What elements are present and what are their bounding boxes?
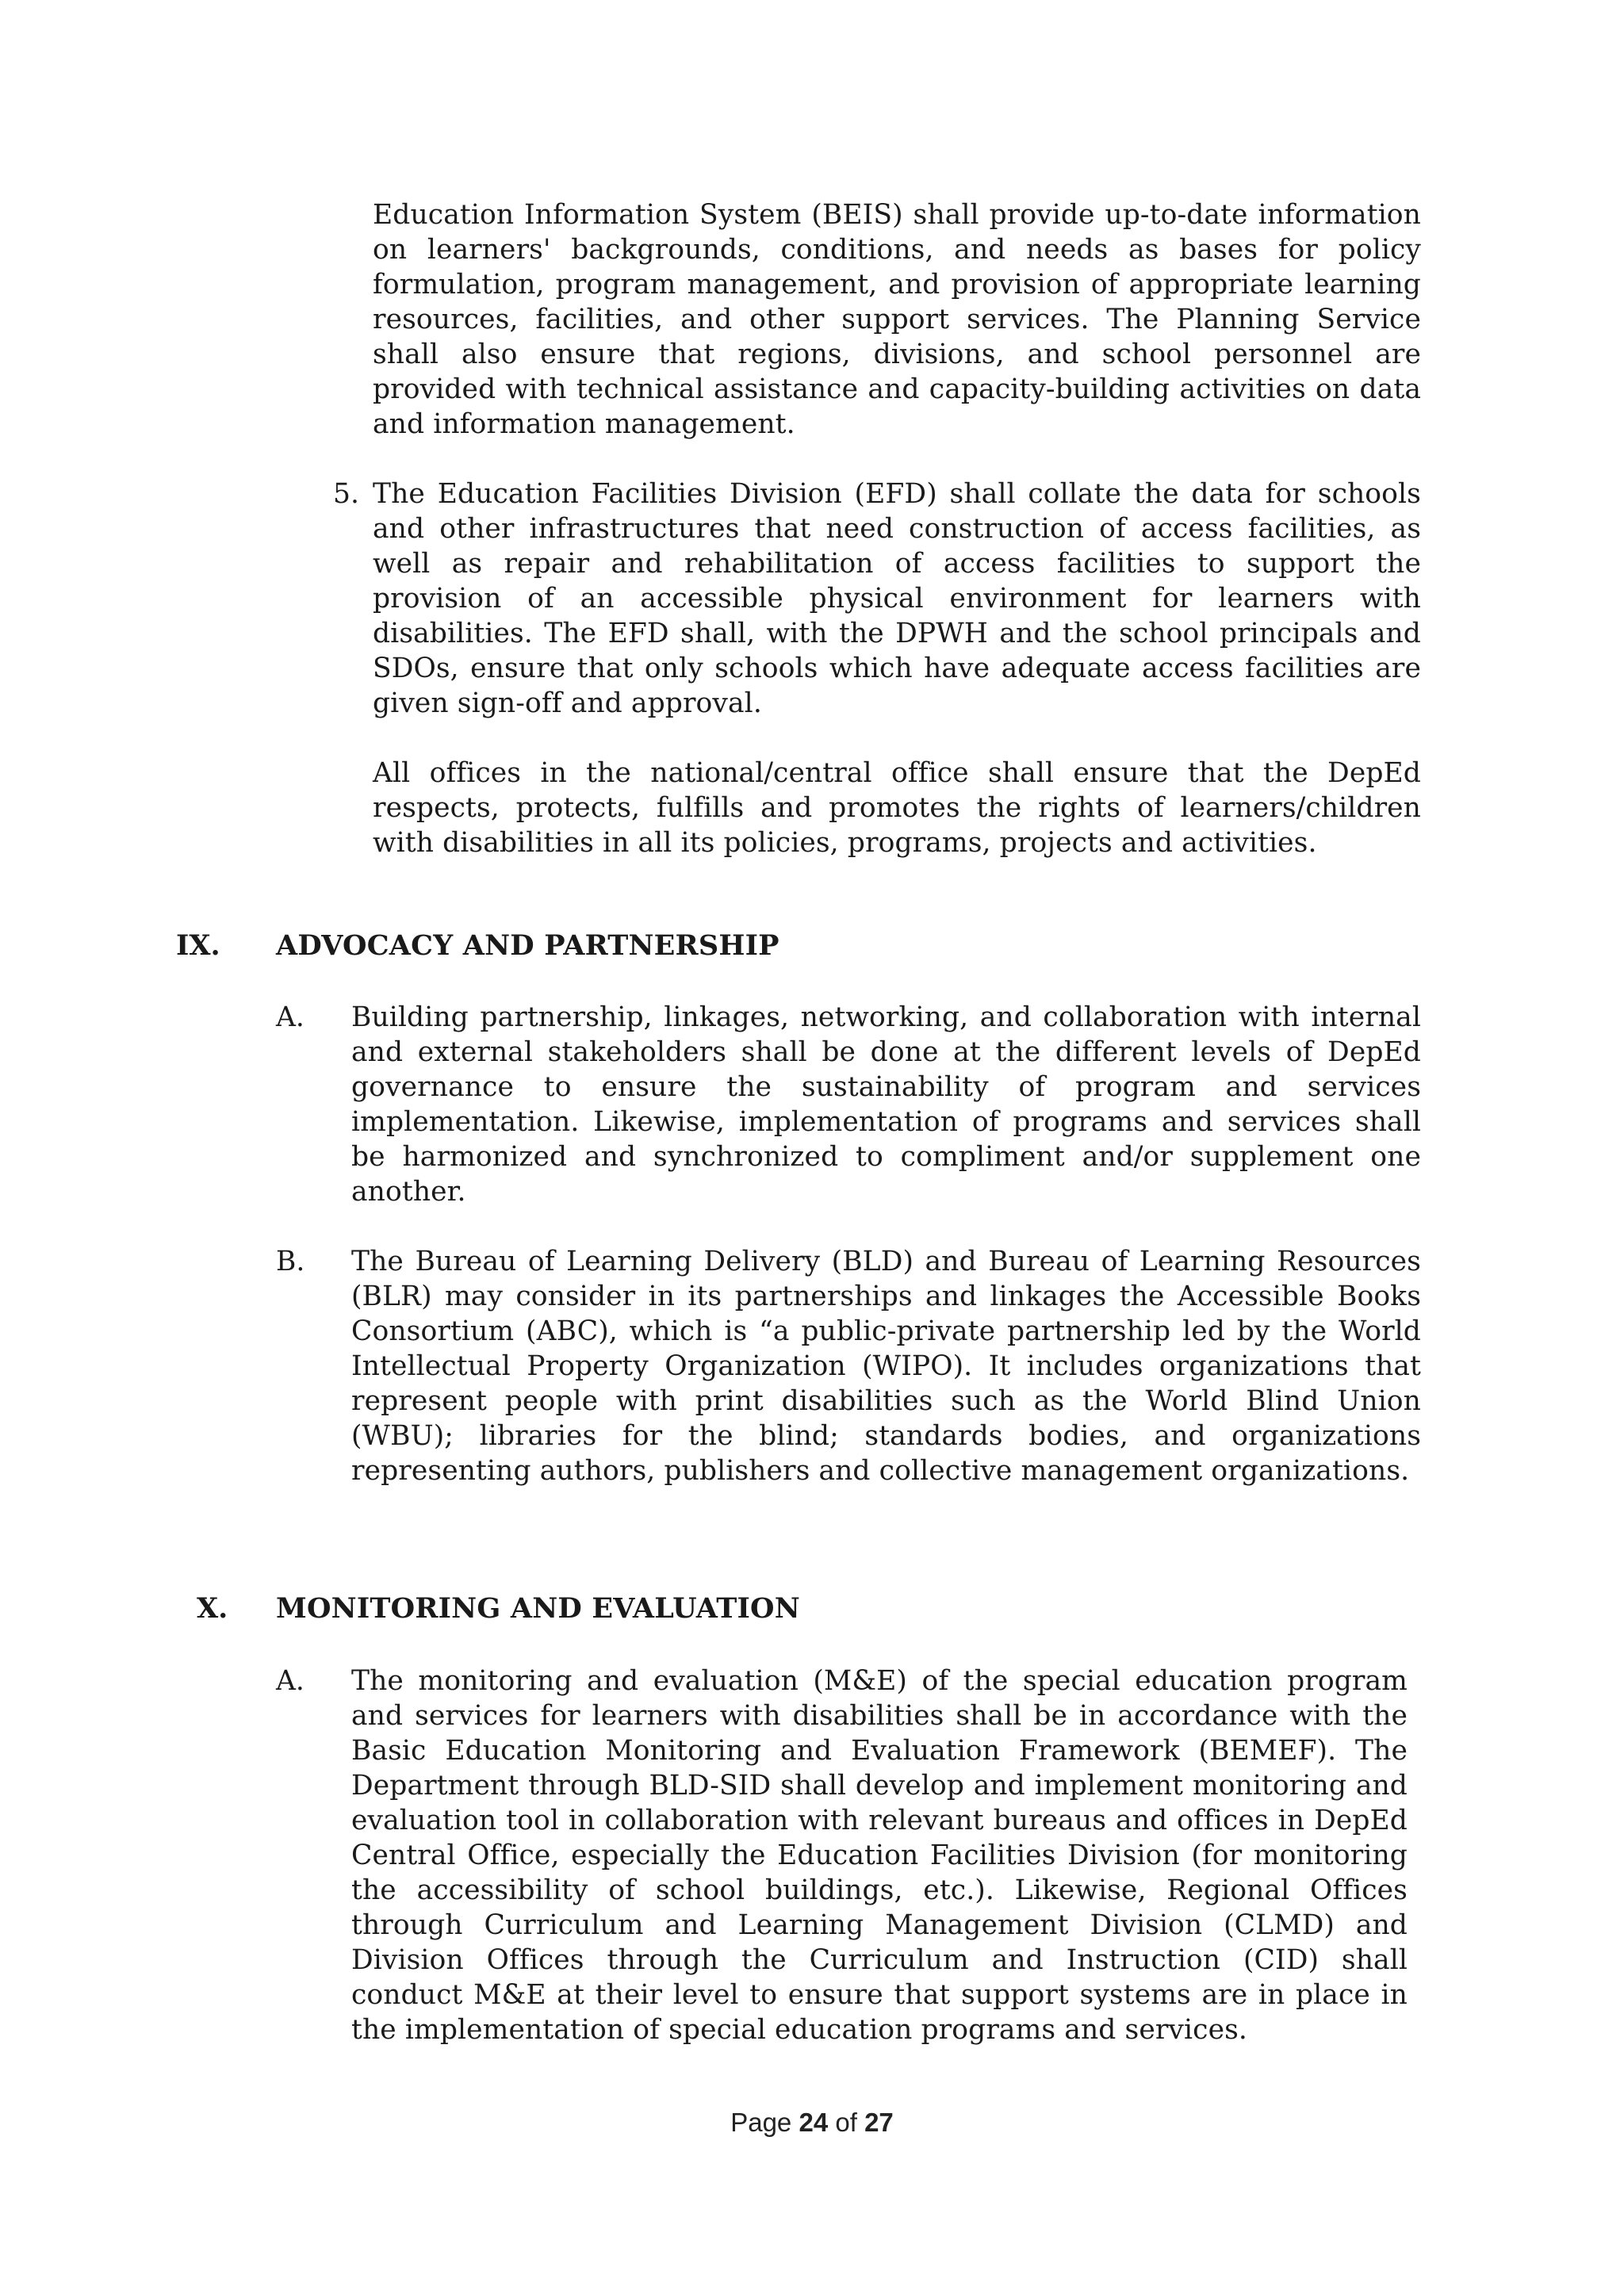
section-ix-item-b-marker: B. bbox=[276, 1246, 305, 1277]
item-5-text: The Education Facilities Division (EFD) shall collate the data for schools and other infrastructures that need construction of access facilities, as well as repair and rehabilitation of access facilities to support the provision of an accessible physical environment for learners with disabilities. The EFD shall, with the DPWH and the school principals and SDOs, ensure that only schools which have adequate access facilities are given sign-off and approval. bbox=[373, 478, 1421, 719]
section-ix-item-a-marker: A. bbox=[276, 1001, 304, 1033]
footer-page-number: 24 bbox=[799, 2108, 829, 2137]
page-footer bbox=[0, 2107, 1624, 2139]
intro-paragraph: Education Information System (BEIS) shall provide up-to-date information on learners' backgrounds, conditions, and needs as bases for policy formulation, program management, and provision of appropriate learning resources, facilities, and other support services. The Planning Service shall also ensure that regions, divisions, and school personnel are provided with technical assistance and capacity-building activities on data and information management. bbox=[373, 199, 1421, 440]
section-ix-item-a-text: Building partnership, linkages, networking, and collaboration with internal and external stakeholders shall be done at the different levels of DepEd governance to ensure the sustainability of program and services implementation. Likewise, implementation of programs and services shall be harmonized and synchronized to compliment and/or supplement one another. bbox=[351, 1001, 1421, 1208]
footer-total-pages: 27 bbox=[864, 2108, 894, 2137]
footer-page-word: Page bbox=[730, 2108, 792, 2137]
section-x-item-a-text: The monitoring and evaluation (M&E) of the special education program and services for learners with disabilities shall be in accordance with the Basic Education Monitoring and Evaluation Framework (BEMEF). The Department through BLD-SID shall develop and implement monitoring and evaluation tool in collaboration with relevant bureaus and offices in DepEd Central Office, especially the Education Facilities Division (for monitoring the accessibility of school buildings, etc.). Likewise, Regional Offices through Curriculum and Learning Management Division (CLMD) and Division Offices through the Curriculum and Instruction (CID) shall conduct M&E at their level to ensure that support systems are in place in the implementation of special education programs and services. bbox=[351, 1665, 1408, 2046]
item-5-marker: 5. bbox=[333, 478, 359, 510]
all-offices-paragraph: All offices in the national/central office shall ensure that the DepEd respects, protects, fulfills and promotes the rights of learners/children with disabilities in all its policies, programs, projects and activities. bbox=[373, 757, 1421, 859]
section-x-title: MONITORING AND EVALUATION bbox=[276, 1592, 800, 1625]
section-ix-number: IX. bbox=[176, 929, 220, 962]
footer-of-word: of bbox=[835, 2108, 857, 2137]
section-ix-title: ADVOCACY AND PARTNERSHIP bbox=[276, 929, 779, 962]
section-x-item-a-marker: A. bbox=[276, 1665, 304, 1697]
section-x-number: X. bbox=[197, 1592, 228, 1625]
section-ix-item-b-text: The Bureau of Learning Delivery (BLD) and Bureau of Learning Resources (BLR) may consider in its partnerships and linkages the Accessible Books Consortium (ABC), which is “a public-private partnership led by the World Intellectual Property Organization (WIPO). It includes organizations that represent people with print disabilities such as the World Blind Union (WBU); libraries for the blind; standards bodies, and organizations representing authors, publishers and collective management organizations. bbox=[351, 1246, 1421, 1487]
